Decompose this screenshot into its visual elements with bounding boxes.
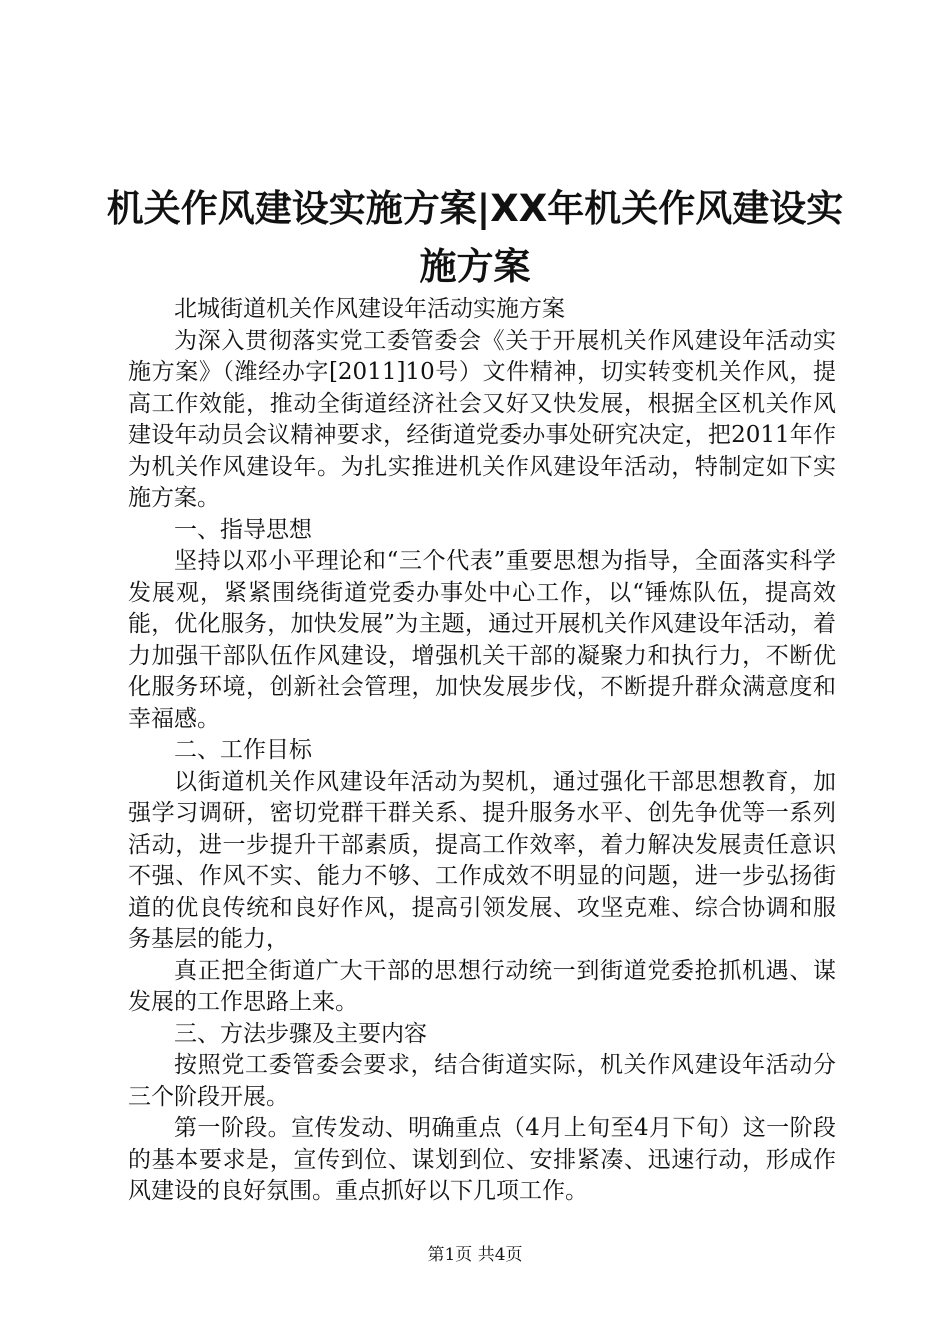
- section-2-paragraph-cont: 真正把全街道广大干部的思想行动统一到街道党委抢抓机遇、谋发展的工作思路上来。: [128, 957, 836, 1015]
- section-2-paragraph: 以街道机关作风建设年活动为契机，通过强化干部思想教育，加强学习调研，密切党群干群关系、提升服务水平、创先争优等一系列活动，进一步提升干部素质，提高工作效率，着力解决发展责任意识不强、作风不实、能力不够、工作成效不明显的问题，进一步弘扬街道的优良传统和良好作风，提高引领发展、攻坚克难、综合协调和服务基层的能力，: [128, 768, 836, 952]
- section-3-paragraph: 按照党工委管委会要求，结合街道实际，机关作风建设年活动分三个阶段开展。: [128, 1052, 836, 1110]
- subtitle-paragraph: 北城街道机关作风建设年活动实施方案: [174, 296, 565, 322]
- document-title-line2: 施方案: [419, 245, 531, 288]
- section-heading-2: 二、工作目标: [174, 737, 312, 763]
- stage-1-paragraph: 第一阶段。宣传发动、明确重点（4月上旬至4月下旬）这一阶段的基本要求是，宣传到位、谋划到位、安排紧凑、迅速行动，形成作风建设的良好氛围。重点抓好以下几项工作。: [128, 1115, 836, 1204]
- section-heading-1: 一、指导思想: [174, 516, 312, 543]
- section-heading-3: 三、方法步骤及主要内容: [174, 1020, 427, 1047]
- intro-paragraph: 为深入贯彻落实党工委管委会《关于开展机关作风建设年活动实施方案》（潍经办字[2011]10号）文件精神，切实转变机关作风，提高工作效能，推动全街道经济社会又好又快发展，根据全区机关作风建设年动员会议精神要求，经街道党委办事处研究决定，把2011年作为机关作风建设年。为扎实推进机关作风建设年活动，特制定如下实施方案。: [128, 327, 836, 511]
- section-1-paragraph: 坚持以邓小平理论和“三个代表”重要思想为指导，全面落实科学发展观，紧紧围绕街道党委办事处中心工作，以“锤炼队伍，提高效能，优化服务，加快发展”为主题，通过开展机关作风建设年活动，着力加强干部队伍作风建设，增强机关干部的凝聚力和执行力，不断优化服务环境，创新社会管理，加快发展步伐，不断提升群众满意度和幸福感。: [128, 548, 836, 732]
- document-title-line1: 机关作风建设实施方案|XX年机关作风建设实: [106, 187, 844, 230]
- page-footer: 第1页 共4页: [427, 1245, 523, 1265]
- document-body: [128, 294, 836, 1208]
